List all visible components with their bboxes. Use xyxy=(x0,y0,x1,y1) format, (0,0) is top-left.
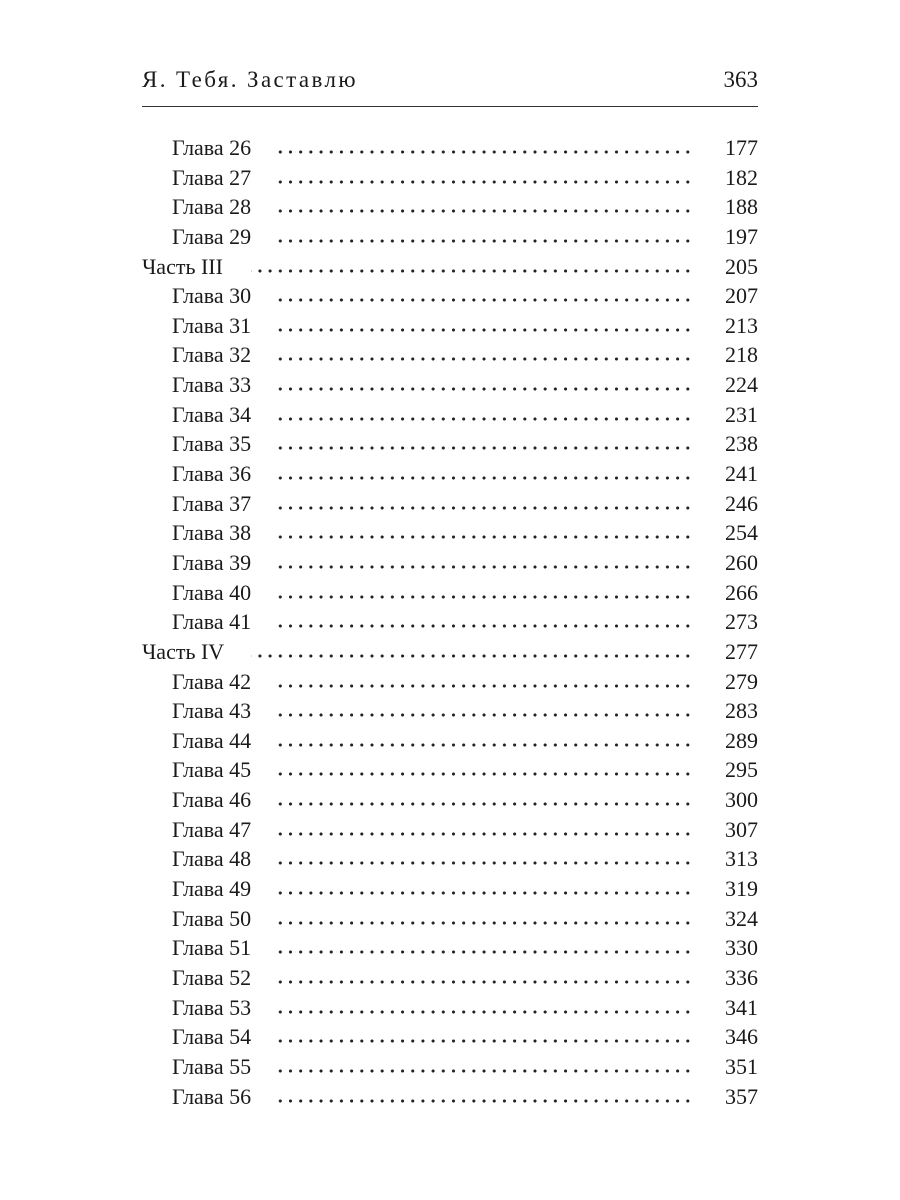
toc-entry-label: Глава 56 xyxy=(172,1083,252,1109)
toc-entry-label: Глава 43 xyxy=(172,698,252,724)
dot-leader xyxy=(274,921,696,925)
toc-entry-page: 295 xyxy=(725,757,758,783)
toc-entry-page: 231 xyxy=(725,401,758,427)
dot-leader xyxy=(274,506,696,510)
toc-entry-label: Глава 48 xyxy=(172,846,252,872)
toc-entry-page: 324 xyxy=(725,905,758,931)
dot-leader xyxy=(274,535,696,539)
dot-leader xyxy=(274,684,696,688)
toc-entry-page: 182 xyxy=(725,164,758,190)
toc-chapter-entry xyxy=(142,133,758,163)
toc-entry-label: Глава 46 xyxy=(172,787,252,813)
toc-entry-page: 197 xyxy=(725,223,758,249)
toc-entry-label: Глава 52 xyxy=(172,964,252,990)
dot-leader xyxy=(274,446,696,450)
toc-entry-page: 205 xyxy=(725,253,758,279)
dot-leader xyxy=(274,743,696,747)
dot-leader xyxy=(274,1039,696,1043)
toc-entry-page: 260 xyxy=(725,549,758,575)
dot-leader xyxy=(274,861,696,865)
toc-entry-page: 188 xyxy=(725,194,758,220)
toc-entry-label: Глава 29 xyxy=(172,223,252,249)
toc-entry-label: Глава 53 xyxy=(172,994,252,1020)
toc-chapter-entry xyxy=(142,815,758,845)
toc-chapter-entry xyxy=(142,874,758,904)
toc-entry-page: 357 xyxy=(725,1083,758,1109)
dot-leader xyxy=(274,180,696,184)
toc-entry-page: 319 xyxy=(725,876,758,902)
dot-leader xyxy=(274,417,696,421)
toc-chapter-entry xyxy=(142,222,758,252)
toc-entry-label: Глава 38 xyxy=(172,520,252,546)
toc-entry-label: Глава 49 xyxy=(172,876,252,902)
toc-entry-page: 273 xyxy=(725,609,758,635)
dot-leader xyxy=(274,565,696,569)
dot-leader xyxy=(251,269,696,273)
toc-entry-page: 279 xyxy=(725,668,758,694)
toc-entry-label: Глава 55 xyxy=(172,1053,252,1079)
toc-chapter-entry xyxy=(142,340,758,370)
toc-chapter-entry xyxy=(142,1052,758,1082)
dot-leader xyxy=(251,654,696,658)
header-rule xyxy=(142,106,758,107)
toc-chapter-entry xyxy=(142,429,758,459)
toc-chapter-entry xyxy=(142,1022,758,1052)
running-header xyxy=(142,62,758,98)
toc-entry-label: Глава 54 xyxy=(172,1024,252,1050)
toc-entry-page: 341 xyxy=(725,994,758,1020)
toc-entry-label: Глава 36 xyxy=(172,461,252,487)
dot-leader xyxy=(274,476,696,480)
toc-chapter-entry xyxy=(142,281,758,311)
dot-leader xyxy=(274,1069,696,1073)
toc-entry-page: 218 xyxy=(725,342,758,368)
dot-leader xyxy=(274,1099,696,1103)
toc-chapter-entry xyxy=(142,578,758,608)
dot-leader xyxy=(274,328,696,332)
dot-leader xyxy=(274,713,696,717)
toc-entry-page: 283 xyxy=(725,698,758,724)
toc-chapter-entry xyxy=(142,459,758,489)
toc-chapter-entry xyxy=(142,400,758,430)
dot-leader xyxy=(274,802,696,806)
toc-chapter-entry xyxy=(142,163,758,193)
toc-entry-label: Глава 39 xyxy=(172,549,252,575)
toc-entry-label: Глава 31 xyxy=(172,312,252,338)
toc-entry-label: Глава 51 xyxy=(172,935,252,961)
toc-entry-page: 213 xyxy=(725,312,758,338)
toc-chapter-entry xyxy=(142,192,758,222)
dot-leader xyxy=(274,387,696,391)
toc-entry-label: Глава 28 xyxy=(172,194,252,220)
toc-entry-page: 207 xyxy=(725,283,758,309)
toc-chapter-entry xyxy=(142,755,758,785)
toc-entry-label: Глава 30 xyxy=(172,283,252,309)
toc-entry-label: Глава 27 xyxy=(172,164,252,190)
toc-entry-label: Глава 45 xyxy=(172,757,252,783)
dot-leader xyxy=(274,1010,696,1014)
toc-chapter-entry xyxy=(142,667,758,697)
toc-entry-page: 313 xyxy=(725,846,758,872)
dot-leader xyxy=(274,950,696,954)
toc-entry-page: 330 xyxy=(725,935,758,961)
toc-entry-label: Глава 40 xyxy=(172,579,252,605)
toc-entry-page: 266 xyxy=(725,579,758,605)
toc-chapter-entry xyxy=(142,1082,758,1112)
dot-leader xyxy=(274,891,696,895)
toc-entry-label: Глава 33 xyxy=(172,372,252,398)
toc-chapter-entry xyxy=(142,785,758,815)
toc-entry-label: Глава 34 xyxy=(172,401,252,427)
dot-leader xyxy=(274,832,696,836)
dot-leader xyxy=(274,772,696,776)
toc-entry-label: Глава 37 xyxy=(172,490,252,516)
toc-entry-page: 307 xyxy=(725,816,758,842)
dot-leader xyxy=(274,209,696,213)
toc-chapter-entry xyxy=(142,904,758,934)
dot-leader xyxy=(274,298,696,302)
toc-entry-page: 300 xyxy=(725,787,758,813)
toc-chapter-entry xyxy=(142,489,758,519)
page-number: 363 xyxy=(723,67,758,92)
dot-leader xyxy=(274,239,696,243)
toc-entry-page: 254 xyxy=(725,520,758,546)
toc-entry-label: Глава 26 xyxy=(172,135,252,160)
dot-leader xyxy=(274,980,696,984)
dot-leader xyxy=(274,357,696,361)
dot-leader xyxy=(274,624,696,628)
toc-part-entry xyxy=(142,252,758,282)
toc-entry-page: 241 xyxy=(725,461,758,487)
toc-entry-page: 336 xyxy=(725,964,758,990)
toc-entry-page: 224 xyxy=(725,372,758,398)
table-of-contents xyxy=(142,133,758,1111)
toc-chapter-entry xyxy=(142,370,758,400)
toc-entry-label: Глава 41 xyxy=(172,609,252,635)
toc-entry-page: 238 xyxy=(725,431,758,457)
toc-entry-page: 346 xyxy=(725,1024,758,1050)
toc-entry-label: Глава 50 xyxy=(172,905,252,931)
toc-chapter-entry xyxy=(142,993,758,1023)
toc-chapter-entry xyxy=(142,696,758,726)
running-title: Я. Тебя. Заставлю xyxy=(142,67,358,92)
toc-chapter-entry xyxy=(142,607,758,637)
toc-chapter-entry xyxy=(142,933,758,963)
toc-entry-label: Часть III xyxy=(142,253,223,279)
toc-entry-label: Глава 42 xyxy=(172,668,252,694)
dot-leader xyxy=(274,595,696,599)
toc-chapter-entry xyxy=(142,548,758,578)
toc-entry-page: 277 xyxy=(725,638,758,664)
toc-entry-page: 351 xyxy=(725,1053,758,1079)
toc-entry-label: Глава 44 xyxy=(172,727,252,753)
toc-entry-label: Часть IV xyxy=(142,638,225,664)
toc-chapter-entry xyxy=(142,518,758,548)
toc-chapter-entry xyxy=(142,726,758,756)
toc-chapter-entry xyxy=(142,311,758,341)
toc-part-entry xyxy=(142,637,758,667)
toc-chapter-entry xyxy=(142,963,758,993)
toc-chapter-entry xyxy=(142,844,758,874)
toc-entry-label: Глава 35 xyxy=(172,431,252,457)
toc-entry-page: 246 xyxy=(725,490,758,516)
dot-leader xyxy=(274,150,696,154)
toc-entry-page: 289 xyxy=(725,727,758,753)
toc-entry-page: 177 xyxy=(725,135,758,160)
toc-entry-label: Глава 47 xyxy=(172,816,252,842)
toc-entry-label: Глава 32 xyxy=(172,342,252,368)
